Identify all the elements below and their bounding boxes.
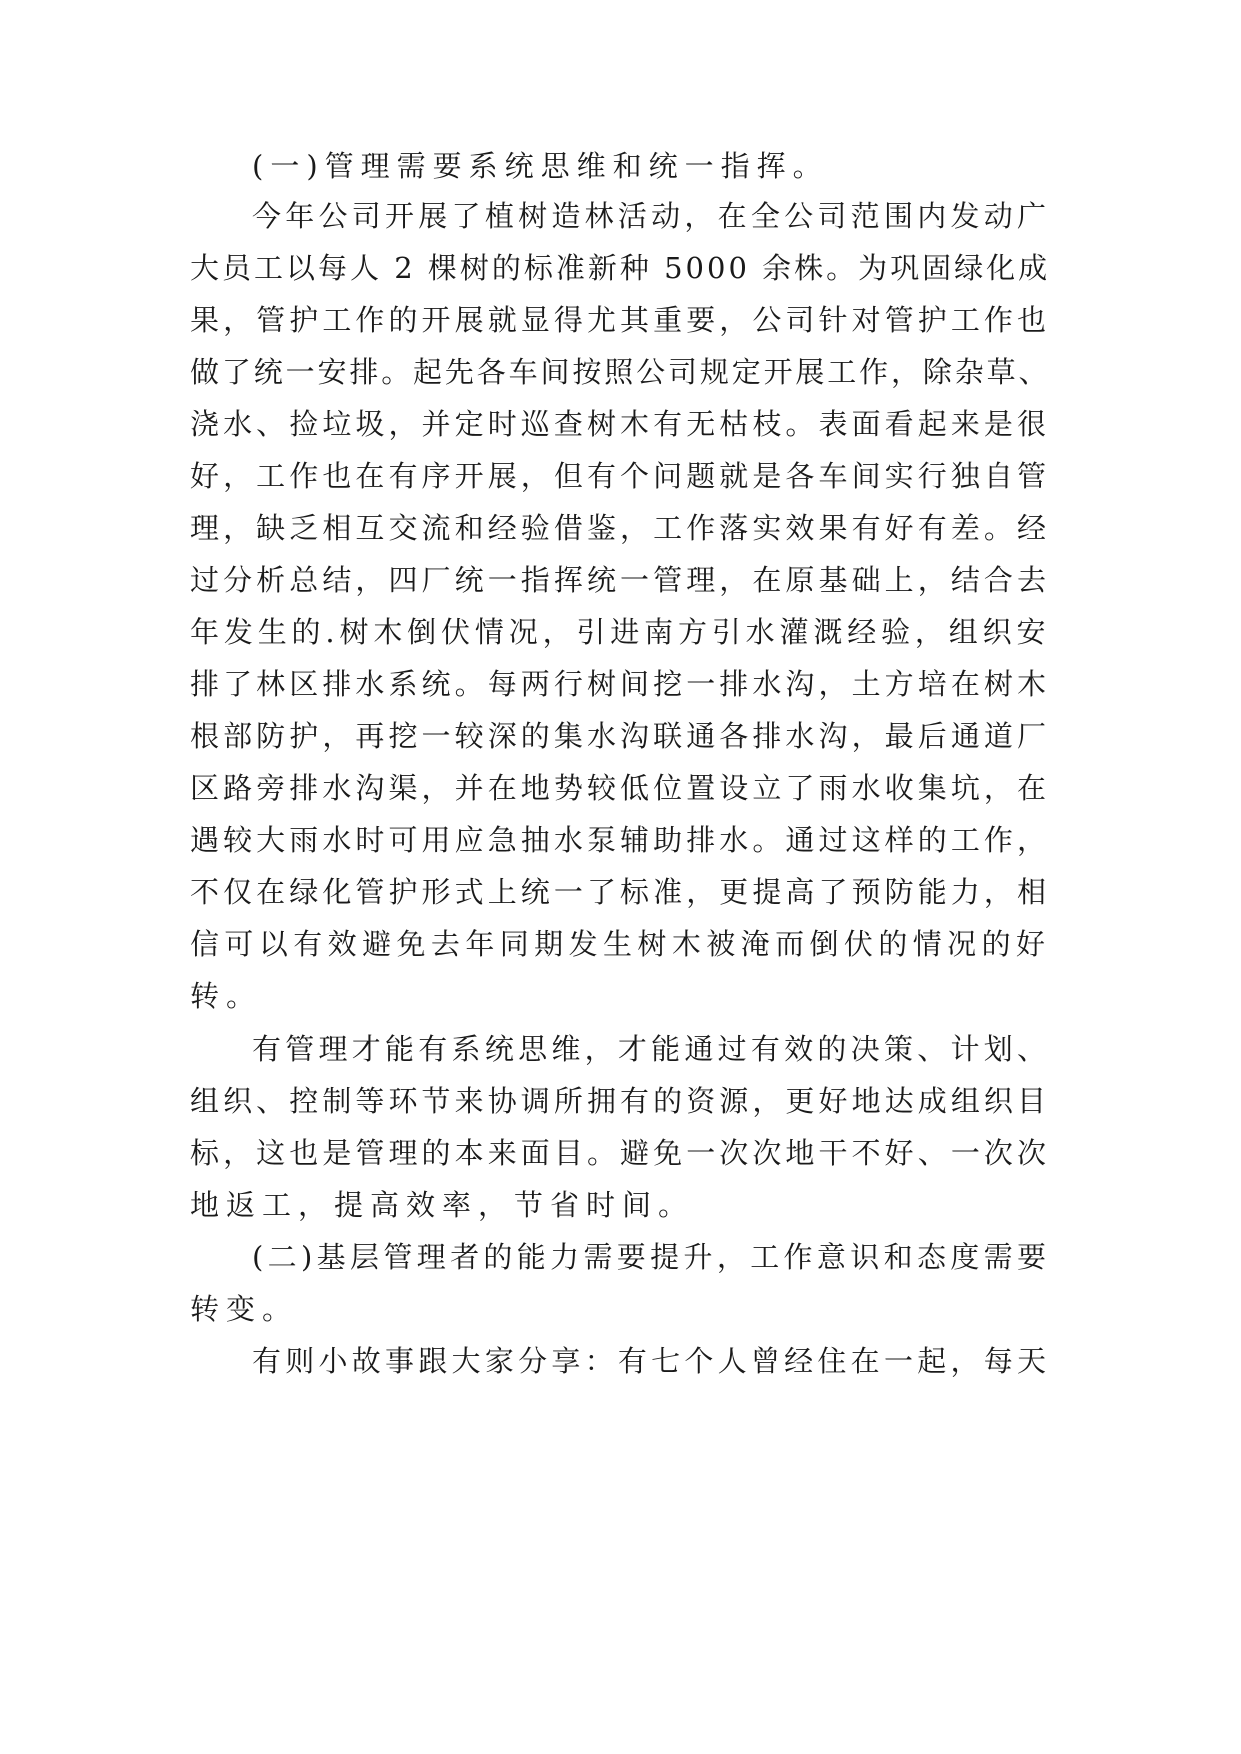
paragraph-line: 有管理才能有系统思维，才能通过有效的决策、计划、 xyxy=(252,1032,1050,1066)
paragraph-line: 标，这也是管理的本来面目。避免一次次地干不好、一次次 xyxy=(190,1136,1050,1170)
paragraph-line: 不仅在绿化管护形式上统一了标准，更提高了预防能力，相 xyxy=(190,875,1050,909)
paragraph-line: 转。 xyxy=(190,979,263,1013)
paragraph-line: 果，管护工作的开展就显得尤其重要，公司针对管护工作也 xyxy=(190,303,1050,337)
section-heading-2: (二)基层管理者的能力需要提升，工作意识和态度需要 xyxy=(252,1240,1050,1274)
paragraph-line: 大员工以每人 2 棵树的标准新种 5000 余株。为巩固绿化成 xyxy=(190,251,1051,285)
paragraph-line: 好，工作也在有序开展，但有个问题就是各车间实行独自管 xyxy=(190,459,1050,493)
paragraph-line: 今年公司开展了植树造林活动，在全公司范围内发动广 xyxy=(252,199,1050,233)
paragraph-line: 有则小故事跟大家分享：有七个人曾经住在一起，每天 xyxy=(252,1344,1050,1378)
paragraph-line: 根部防护，再挖一较深的集水沟联通各排水沟，最后通道厂 xyxy=(190,719,1050,753)
paragraph-line: 做了统一安排。起先各车间按照公司规定开展工作，除杂草、 xyxy=(190,355,1050,389)
paragraph-line: 理，缺乏相互交流和经验借鉴，工作落实效果有好有差。经 xyxy=(190,511,1050,545)
paragraph-line: 组织、控制等环节来协调所拥有的资源，更好地达成组织目 xyxy=(190,1084,1050,1118)
paragraph-line: 遇较大雨水时可用应急抽水泵辅助排水。通过这样的工作， xyxy=(190,823,1050,857)
section-heading-2-continued: 转变。 xyxy=(190,1292,299,1326)
paragraph-line: 浇水、捡垃圾，并定时巡查树木有无枯枝。表面看起来是很 xyxy=(190,407,1050,441)
paragraph-line: 年发生的.树木倒伏情况，引进南方引水灌溉经验，组织安 xyxy=(190,615,1050,649)
paragraph-line: 排了林区排水系统。每两行树间挖一排水沟，土方培在树木 xyxy=(190,667,1050,701)
paragraph-line: 过分析总结，四厂统一指挥统一管理，在原基础上，结合去 xyxy=(190,563,1050,597)
paragraph-line: 信可以有效避免去年同期发生树木被淹而倒伏的情况的好 xyxy=(190,927,1050,961)
paragraph-line: 地返工，提高效率，节省时间。 xyxy=(190,1188,695,1222)
paragraph-line: 区路旁排水沟渠，并在地势较低位置设立了雨水收集坑，在 xyxy=(190,771,1050,805)
section-heading-1: (一)管理需要系统思维和统一指挥。 xyxy=(252,149,829,183)
